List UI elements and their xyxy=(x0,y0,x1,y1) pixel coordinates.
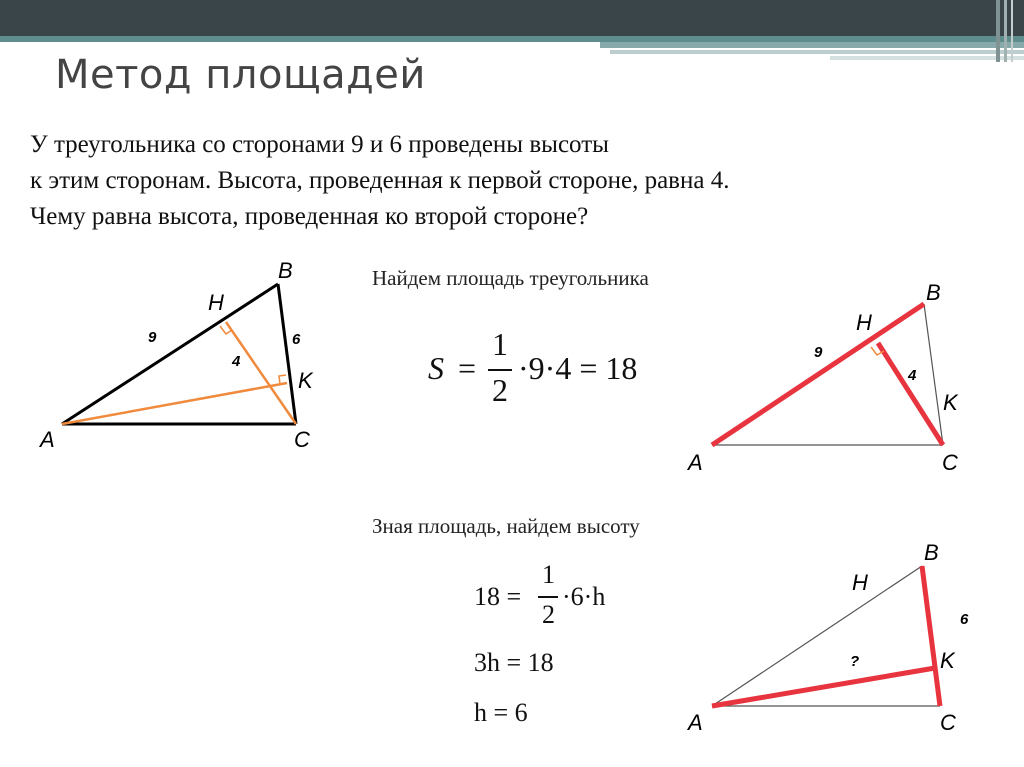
label-h-2: H xyxy=(856,310,872,335)
equation-line-2: 3h = 18 xyxy=(474,648,554,677)
equation-line-3: h = 6 xyxy=(474,698,528,727)
slide-title: Метод площадей xyxy=(55,52,426,98)
area-symbol: S xyxy=(428,350,444,386)
problem-line-2: к этим сторонам. Высота, проведенная к первой стороне, равна 4. xyxy=(30,167,730,194)
step2-caption: Зная площадь, найдем высоту xyxy=(372,514,640,538)
side-label-9-1: 9 xyxy=(148,329,157,346)
side-bc-red xyxy=(922,566,940,706)
label-b-3: B xyxy=(924,540,939,565)
label-a-2: A xyxy=(688,450,703,475)
equation-rest: ·6·h xyxy=(562,582,606,611)
label-c-2: C xyxy=(942,450,958,475)
step1-caption: Найдем площадь треугольника xyxy=(372,266,649,290)
height-label-4-2: 4 xyxy=(908,367,917,384)
area-formula-rest: ·9·4 = 18 xyxy=(518,350,638,386)
area-equals: = xyxy=(458,350,477,386)
label-h-3: H xyxy=(852,570,868,595)
label-k-2: K xyxy=(943,390,958,415)
side-label-6-1: 6 xyxy=(292,331,301,348)
label-a-1: A xyxy=(40,427,55,452)
label-c-1: C xyxy=(294,427,310,452)
fraction-denominator-1: 2 xyxy=(492,372,508,408)
label-b-2: B xyxy=(926,280,941,305)
side-label-9-2: 9 xyxy=(814,344,823,361)
label-b-1: B xyxy=(278,258,293,283)
label-k-3: K xyxy=(940,648,955,673)
unknown-height-label: ? xyxy=(850,653,860,670)
fraction-numerator-1: 1 xyxy=(492,326,508,362)
side-label-6-3: 6 xyxy=(960,611,969,628)
height-label-4-1: 4 xyxy=(232,353,241,370)
problem-line-1: У треугольника со сторонами 9 и 6 проведены высоты xyxy=(30,131,609,158)
label-c-3: C xyxy=(940,710,956,735)
height-ak-red xyxy=(712,668,935,706)
fraction-denominator-2: 2 xyxy=(542,600,555,629)
fraction-numerator-2: 1 xyxy=(542,560,555,589)
label-h-1: H xyxy=(208,290,224,315)
side-ab-3 xyxy=(712,566,922,706)
equation-lhs: 18 = xyxy=(474,582,522,611)
problem-line-3: Чему равна высота, проведенная ко второй стороне? xyxy=(30,203,589,230)
label-k-1: K xyxy=(298,368,313,393)
label-a-3: A xyxy=(688,710,703,735)
